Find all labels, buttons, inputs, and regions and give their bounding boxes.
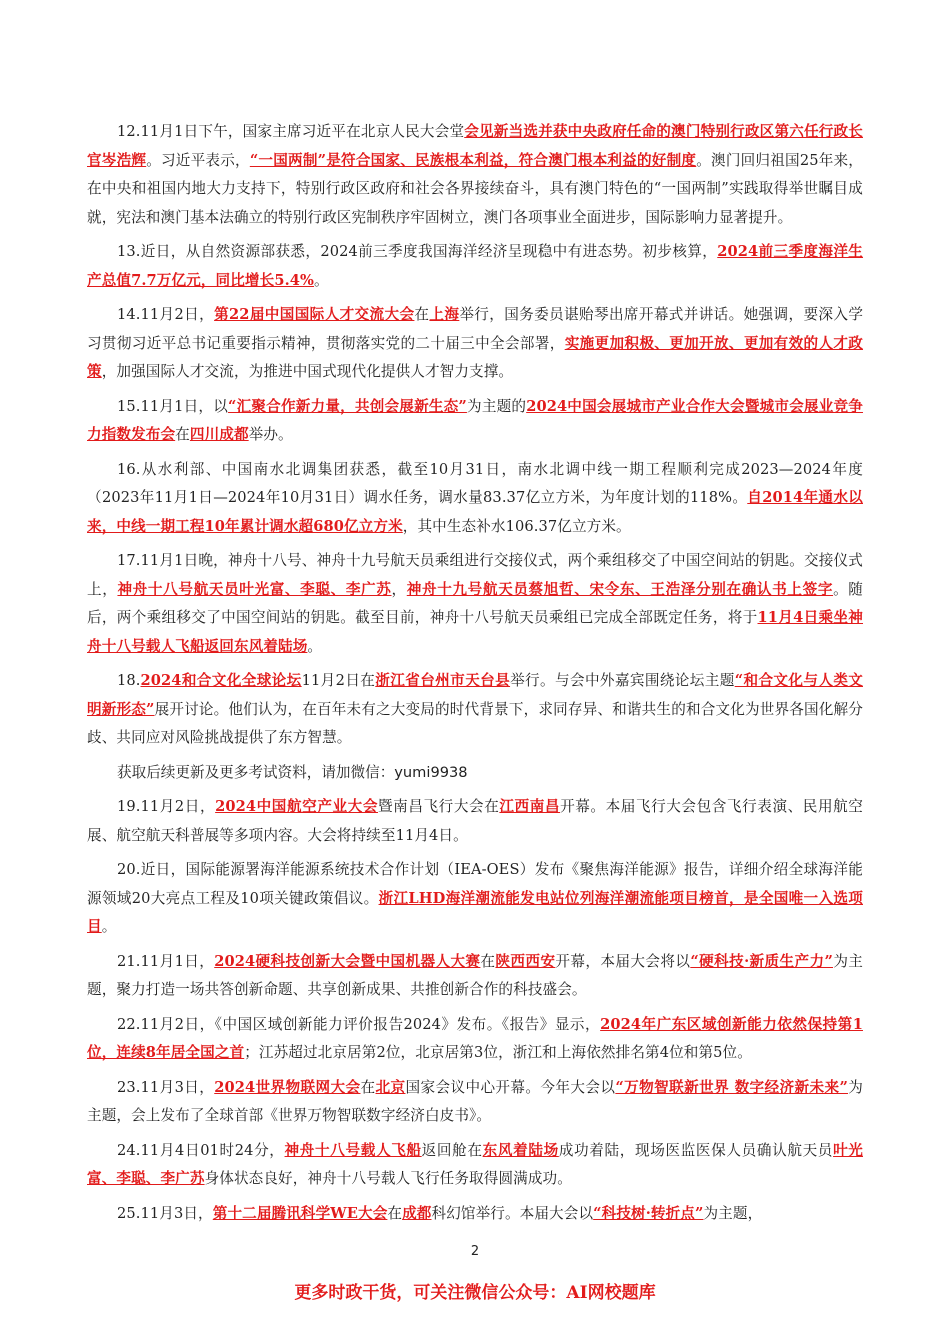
highlighted-text: 第十二届腾讯科学WE大会 (212, 1204, 388, 1222)
footer-promo: 更多时政干货，可关注微信公众号：AI网校题库 (294, 1283, 656, 1303)
highlighted-text: 四川成都 (189, 426, 249, 443)
highlighted-text: 2024中国会展城市产业合作大会暨城市会展业竞争力指数发布会 (87, 397, 863, 443)
body-text: 15.11月1日，以 (117, 397, 229, 415)
body-text: 。 (101, 918, 117, 935)
body-text: 。澳门回归祖国25年来，在中央和祖国内地大力支持下，特别行政区政府和社会各界接续奋斗，具有澳门特色的“一国两制”实践取得举世瞩目成就，宪法和澳门基本法确立的特别行政区宪制秩序牢固树立，澳门各项事业全面进步，国际影响力显著提升。 (87, 151, 863, 226)
body-text: 开幕，本届大会将以 (555, 952, 691, 970)
body-text: ；江苏超过北京居第2位，北京居第3位，浙江和上海依然排名第4位和第5位。 (244, 1044, 752, 1061)
body-text: 举行。与会中外嘉宾围绕论坛主题 (510, 672, 735, 689)
body-text: 11月2日在 (301, 672, 376, 689)
highlighted-text: 神舟十九号航天员蔡旭哲、宋令东、王浩泽分别在确认书上签字 (406, 580, 834, 598)
highlighted-text: “科技树·转折点” (593, 1204, 704, 1222)
body-text: 16.从水利部、中国南水北调集团获悉，截至10月31日，南水北调中线一期工程顺利完成2023—2024年度（2023年11月1日—2024年10月31日）调水任务，调水量83.37亿立方米，为年度计划的118%。 (87, 460, 863, 506)
news-item (87, 1011, 863, 1068)
body-text: 在 (360, 1078, 376, 1096)
news-item (87, 301, 863, 387)
body-text: 12.11月1日下午，国家主席习近平在北京人民大会堂 (117, 123, 465, 140)
highlighted-text: 2024硬科技创新大会暨中国机器人大赛 (214, 952, 481, 970)
body-text: 。 (307, 637, 323, 655)
news-item (87, 118, 863, 232)
news-item (87, 1200, 863, 1229)
body-text: 18. (117, 672, 141, 689)
body-text: 暨南昌飞行大会在 (378, 798, 500, 815)
body-text: 。习近平表示， (146, 151, 250, 169)
body-text: ， (391, 580, 407, 598)
body-text: 14.11月2日， (117, 306, 215, 323)
highlighted-text: 2024前三季度海洋生产总值7.7万亿元，同比增长5.4% (87, 243, 864, 289)
highlighted-text: 神舟十八号航天员叶光富、李聪、李广苏 (117, 580, 392, 598)
page-number: 2 (470, 1244, 480, 1259)
highlighted-text: 自2014年通水以来，中线一期工程10年累计调水超680亿立方米 (87, 489, 863, 535)
body-text: 为主题，会上发布了全球首部《世界万物智联数字经济白皮书》。 (87, 1078, 863, 1124)
body-text: ，其中生态补水106.37亿立方米。 (402, 517, 631, 535)
highlighted-text: “万物智联新世界 数字经济新未来” (615, 1078, 848, 1096)
news-item (87, 793, 863, 850)
highlighted-text: 神舟十八号载人飞船 (284, 1141, 422, 1159)
body-text: 返回舱在 (421, 1141, 483, 1159)
highlighted-text: “一国两制”是符合国家、民族根本利益，符合澳门根本利益的好制度 (249, 151, 697, 169)
body-text: 13.近日，从自然资源部获悉，2024前三季度我国海洋经济呈现稳中有进态势。初步核算， (117, 243, 718, 260)
highlighted-text: 浙江省台州市天台县 (375, 672, 511, 689)
highlighted-text: 上海 (429, 306, 460, 323)
news-item (87, 948, 863, 1005)
highlighted-text: 成都 (402, 1204, 432, 1222)
news-item (87, 856, 863, 942)
news-item (87, 238, 863, 295)
body-text: 22.11月2日，《中国区域创新能力评价报告2024》发布。《报告》显示， (117, 1015, 601, 1033)
highlighted-text: 11月4日乘坐神舟十八号载人飞船返回东风着陆场 (87, 609, 863, 655)
news-item (87, 456, 863, 542)
body-text: 25.11月3日， (117, 1204, 213, 1222)
body-text: 为主题的 (466, 397, 527, 415)
highlighted-text: 浙江LHD海洋潮流能发电站位列海洋潮流能项目榜首，是全国唯一入选项目 (87, 889, 863, 935)
body-text: 17.11月1日晚，神舟十八号、神舟十九号航天员乘组进行交接仪式，两个乘组移交了中国空间站的钥匙。交接仪式上， (87, 552, 863, 598)
wechat-note: 获取后续更新及更多考试资料，请加微信：yumi9938 (117, 763, 468, 781)
body-text: 在 (480, 952, 496, 970)
highlighted-text: 北京 (375, 1078, 406, 1096)
body-text: 展开讨论。他们认为，在百年未有之大变局的时代背景下，求同存异、和谐共生的和合文化为世界各国化解分歧、共同应对风险挑战提供了东方智慧。 (87, 700, 863, 746)
news-items-group-2 (87, 793, 863, 1228)
highlighted-text: 2024年广东区域创新能力依然保持第1位，连续8年居全国之首 (87, 1015, 863, 1061)
highlighted-text: 2024世界物联网大会 (214, 1078, 361, 1096)
body-text: 在 (387, 1204, 403, 1222)
highlighted-text: “和合文化与人类文明新形态” (87, 672, 863, 718)
body-text: 举办。 (248, 426, 293, 443)
highlighted-text: 2024中国航空产业大会 (215, 798, 378, 815)
highlighted-text: 2024和合文化全球论坛 (140, 672, 302, 689)
body-text: 科幻馆举行。本届大会以 (431, 1204, 594, 1222)
news-item (87, 667, 863, 753)
body-text: 为主题， (703, 1204, 763, 1222)
news-item (87, 1137, 863, 1194)
highlighted-text: 会见新当选并获中央政府任命的澳门特别行政区第六任行政长官岑浩辉 (87, 123, 863, 169)
highlighted-text: 实施更加积极、更加开放、更加有效的人才政策 (87, 334, 864, 380)
body-text: 举行，国务委员谌贻琴出席开幕式并讲话。她强调，要深入学习贯彻习近平总书记重要指示精神，贯彻落实党的二十届三中全会部署， (87, 306, 864, 352)
body-text: 24.11月4日01时24分， (117, 1141, 285, 1159)
document-body (87, 118, 863, 1234)
news-item (87, 1074, 863, 1131)
body-text: 国家会议中心开幕。今年大会以 (405, 1078, 616, 1096)
body-text: 19.11月2日， (117, 798, 216, 815)
highlighted-text: 江西南昌 (499, 798, 561, 815)
news-item (87, 393, 863, 450)
body-text: 在 (175, 426, 190, 443)
body-text: ，加强国际人才交流，为推进中国式现代化提供人才智力支撑。 (101, 363, 514, 380)
highlighted-text: 第22届中国国际人才交流大会 (214, 306, 415, 323)
body-text: 20.近日，国际能源署海洋能源系统技术合作计划（IEA-OES）发布《聚焦海洋能源》报告，详细介绍全球海洋能源领域20大亮点工程及10项关键政策倡议。 (87, 861, 863, 907)
body-text: 在 (414, 306, 430, 323)
highlighted-text: 叶光富、李聪、李广苏 (87, 1141, 863, 1187)
highlighted-text: 陕西西安 (495, 952, 556, 970)
body-text: 23.11月3日， (117, 1078, 215, 1096)
body-text: 成功着陆，现场医监医保人员确认航天员 (558, 1141, 834, 1159)
body-text: 。 (313, 271, 329, 289)
highlighted-text: “硬科技·新质生产力” (690, 952, 834, 970)
body-text: 为主题，聚力打造一场共答创新命题、共享创新成果、共推创新合作的科技盛会。 (87, 952, 863, 998)
body-text: 。随后，两个乘组移交了中国空间站的钥匙。截至目前，神舟十八号航天员乘组已完成全部既定任务，将于 (87, 580, 863, 626)
highlighted-text: 东风着陆场 (482, 1141, 559, 1159)
news-item (87, 547, 863, 661)
highlighted-text: “汇聚合作新力量，共创会展新生态” (228, 397, 467, 415)
body-text: 身体状态良好，神舟十八号载人飞行任务取得圆满成功。 (204, 1170, 572, 1187)
news-items-group-1 (87, 118, 863, 753)
body-text: 开幕。本届飞行大会包含飞行表演、民用航空展、航空航天科普展等多项内容。大会将持续至11月4日。 (87, 798, 863, 844)
body-text: 21.11月1日， (117, 952, 215, 970)
